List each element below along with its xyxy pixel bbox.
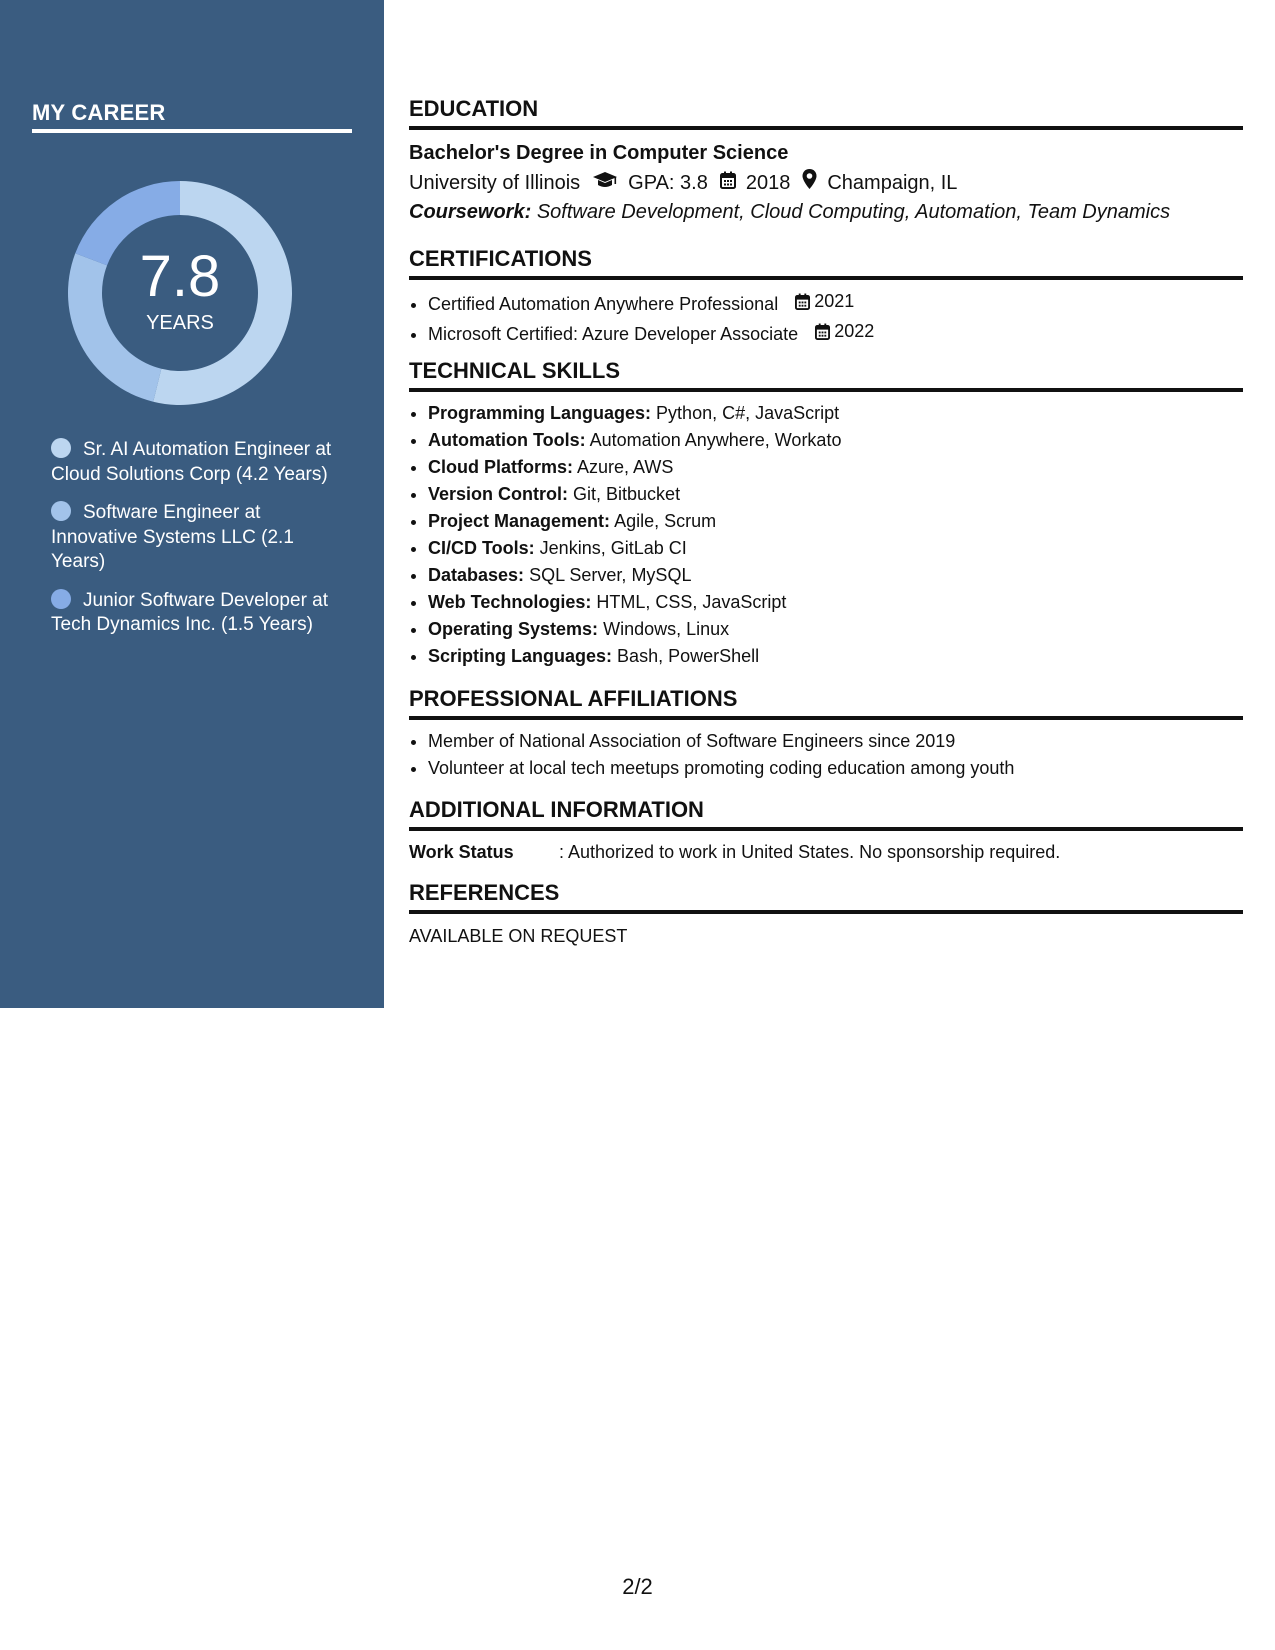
certifications-section <box>409 246 1243 348</box>
skill-label: CI/CD Tools: <box>428 538 535 558</box>
list-item <box>428 454 1243 481</box>
career-title: MY CAREER <box>32 100 166 125</box>
work-status-value: : Authorized to work in United States. No sponsorship required. <box>559 842 1061 862</box>
list-item <box>428 318 1243 348</box>
calendar-icon <box>815 323 830 340</box>
skill-value: SQL Server, MySQL <box>529 565 692 585</box>
career-item <box>51 589 341 638</box>
coursework-label: Coursework: <box>409 201 532 223</box>
skill-value: Jenkins, GitLab CI <box>539 538 687 558</box>
legend-dot-icon <box>51 501 71 521</box>
list-item <box>428 400 1243 427</box>
skill-value: Python, C#, JavaScript <box>656 403 840 423</box>
skill-label: Databases: <box>428 565 525 585</box>
skill-label: Version Control: <box>428 484 569 504</box>
skill-value: Agile, Scrum <box>614 511 717 531</box>
references-title: REFERENCES <box>409 880 560 905</box>
education-school: University of Illinois <box>409 172 581 194</box>
skill-label: Web Technologies: <box>428 592 592 612</box>
page-number: 2/2 <box>622 1574 653 1599</box>
career-donut-chart <box>62 175 298 411</box>
legend-dot-icon <box>51 438 71 458</box>
career-item-label: Junior Software Developer at Tech Dynamics Inc. (1.5 Years) <box>51 589 329 635</box>
section-rule <box>409 827 1243 831</box>
skill-label: Scripting Languages: <box>428 646 613 666</box>
skill-label: Programming Languages: <box>428 403 652 423</box>
additional-title: ADDITIONAL INFORMATION <box>409 797 704 822</box>
section-rule <box>409 910 1243 914</box>
skill-value: Windows, Linux <box>603 619 730 639</box>
education-degree: Bachelor's Degree in Computer Science <box>409 142 789 164</box>
skill-label: Project Management: <box>428 511 611 531</box>
education-location: Champaign, IL <box>827 172 958 194</box>
map-pin-icon <box>802 168 817 198</box>
list-item <box>428 535 1243 562</box>
skill-value: Azure, AWS <box>577 457 674 477</box>
total-years-unit: YEARS <box>146 312 214 334</box>
affiliations-list <box>409 728 1243 782</box>
skill-value: Bash, PowerShell <box>617 646 760 666</box>
work-status-label: Work Status <box>409 842 514 862</box>
section-rule <box>409 716 1243 720</box>
certification-year-text: 2022 <box>834 321 875 341</box>
list-item: • Volunteer at local tech meetups promoting coding education among youth <box>428 755 1243 782</box>
list-item <box>428 427 1243 454</box>
career-item <box>51 501 341 575</box>
list-item <box>428 589 1243 616</box>
list-item: • Member of National Association of Software Engineers since 2019 <box>428 728 1243 755</box>
affiliations-title: PROFESSIONAL AFFILIATIONS <box>409 686 738 711</box>
list-item <box>428 481 1243 508</box>
skill-label: Cloud Platforms: <box>428 457 574 477</box>
list-item <box>428 643 1243 670</box>
career-item <box>51 438 341 487</box>
career-item-label: Sr. AI Automation Engineer at Cloud Solutions Corp (4.2 Years) <box>51 439 332 485</box>
certifications-list <box>409 288 1243 348</box>
skill-label: Operating Systems: <box>428 619 599 639</box>
references-section <box>409 880 1243 947</box>
list-item <box>428 562 1243 589</box>
certification-year-text: 2021 <box>814 291 855 311</box>
career-list <box>51 438 341 652</box>
calendar-icon <box>795 293 810 310</box>
skills-list <box>409 400 1243 670</box>
legend-dot-icon <box>51 589 71 609</box>
list-item <box>428 508 1243 535</box>
education-title: EDUCATION <box>409 96 539 121</box>
section-rule <box>409 126 1243 130</box>
education-year: 2018 <box>745 172 791 194</box>
work-status-row <box>409 842 1243 863</box>
coursework-value: Software Development, Cloud Computing, Automation, Team Dynamics <box>536 201 1171 223</box>
certification-name: Microsoft Certified: Azure Developer Associate <box>428 324 799 344</box>
references-text: AVAILABLE ON REQUEST <box>409 926 628 946</box>
skill-value: Git, Bitbucket <box>573 484 681 504</box>
career-title-rule <box>32 129 352 133</box>
graduation-cap-icon <box>592 168 618 198</box>
certification-year <box>795 288 854 315</box>
section-rule <box>409 388 1243 392</box>
additional-section <box>409 797 1243 863</box>
calendar-icon <box>720 168 736 198</box>
affiliations-section <box>409 686 1243 782</box>
skills-section <box>409 358 1243 670</box>
certification-name: Certified Automation Anywhere Professional <box>428 294 779 314</box>
certifications-title: CERTIFICATIONS <box>409 246 592 271</box>
skill-label: Automation Tools: <box>428 430 586 450</box>
education-meta <box>409 168 1243 198</box>
education-coursework <box>409 198 1243 226</box>
list-item <box>428 616 1243 643</box>
skills-title: TECHNICAL SKILLS <box>409 358 621 383</box>
skill-value: Automation Anywhere, Workato <box>589 430 842 450</box>
certification-year <box>815 318 874 345</box>
career-item-label: Software Engineer at Innovative Systems LLC (2.1 Years) <box>51 502 294 572</box>
skill-value: HTML, CSS, JavaScript <box>596 592 787 612</box>
education-gpa: GPA: 3.8 <box>628 172 708 194</box>
total-years-value: 7.8 <box>139 244 221 309</box>
education-section <box>409 96 1243 226</box>
section-rule <box>409 276 1243 280</box>
list-item <box>428 288 1243 318</box>
sidebar <box>0 0 384 1008</box>
